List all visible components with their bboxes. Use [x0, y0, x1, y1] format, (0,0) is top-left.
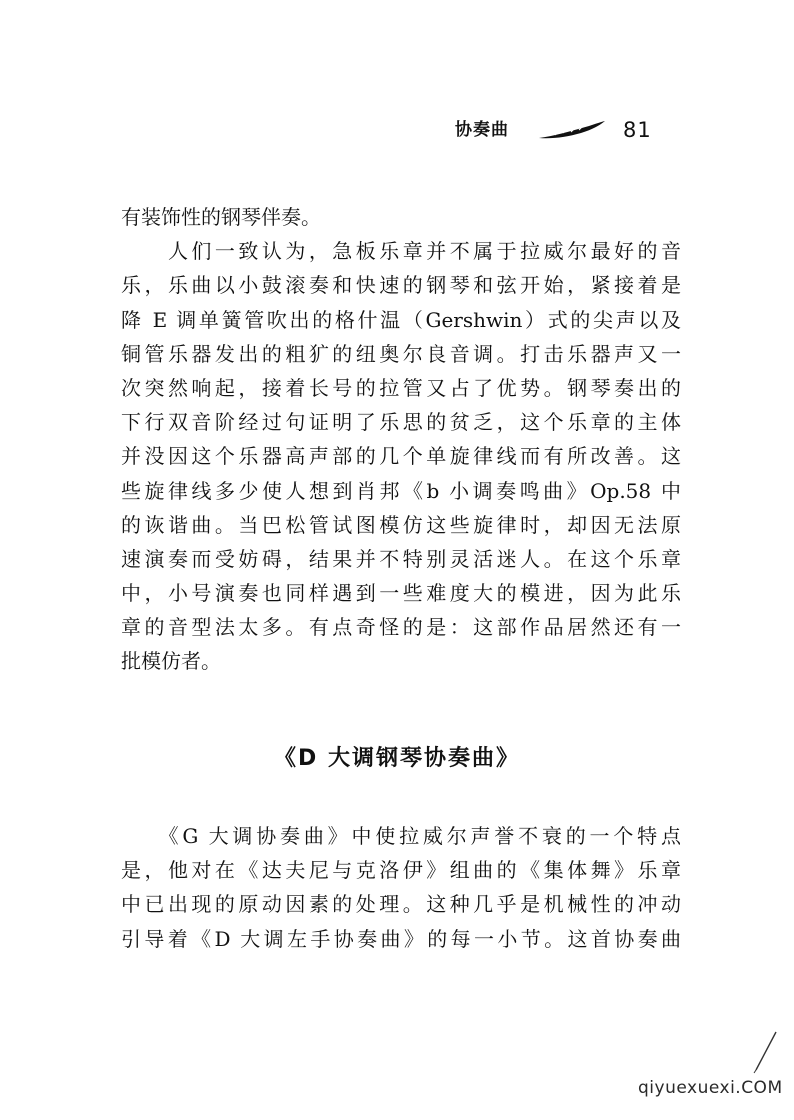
body-text-top [121, 200, 681, 679]
text-line: 有装饰性的钢琴伴奏。 [121, 205, 321, 229]
running-header [455, 118, 705, 148]
section-heading: 《D 大调钢琴协奏曲》 [274, 746, 520, 771]
text-line: 人们一致认为，急板乐章并不属于拉威尔最好的音 [121, 239, 681, 264]
header-title: 协奏曲 [455, 120, 509, 140]
text-line: 铜管乐器发出的粗犷的纽奥尔良音调。打击乐器声又一 [121, 341, 681, 366]
text-line: 批模仿者。 [121, 649, 221, 674]
text-line: 次突然响起，接着长号的拉管又占了优势。钢琴奏出的 [121, 375, 681, 400]
text-line: 是，他对在《达夫尼与克洛伊》组曲的《集体舞》乐章 [121, 858, 681, 883]
text-line: 的诙谐曲。当巴松管试图模仿这些旋律时，却因无法原 [121, 512, 681, 537]
text-line: 乐，乐曲以小鼓滚奏和快速的钢琴和弦开始，紧接着是 [121, 273, 681, 298]
site-watermark: qiyuexuexi.COM [638, 1078, 783, 1098]
text-line: 引导着《D 大调左手协奏曲》的每一小节。这首协奏曲 [121, 926, 681, 951]
text-line: 降 E 调单簧管吹出的格什温（Gershwin）式的尖声以及 [121, 307, 681, 332]
text-line: 中，小号演奏也同样遇到一些难度大的模进，因为此乐 [121, 581, 681, 606]
quill-flourish-icon [537, 120, 607, 142]
corner-stroke-icon [752, 1030, 778, 1074]
page-number: 81 [623, 118, 652, 142]
text-line: 下行双音阶经过句证明了乐思的贫乏，这个乐章的主体 [121, 410, 681, 435]
text-line: 速演奏而受妨碍，结果并不特别灵活迷人。在这个乐章 [121, 546, 681, 571]
text-line: 中已出现的原动因素的处理。这种几乎是机械性的冲动 [121, 892, 681, 917]
text-line: 《G 大调协奏曲》中使拉威尔声誉不衰的一个特点 [121, 824, 681, 848]
body-text-bottom [121, 819, 681, 956]
text-line: 并没因这个乐器高声部的几个单旋律线而有所改善。这 [121, 444, 681, 469]
text-line: 章的音型法太多。有点奇怪的是：这部作品居然还有一 [121, 615, 681, 640]
text-line: 些旋律线多少使人想到肖邦《b 小调奏鸣曲》Op.58 中 [121, 478, 681, 503]
